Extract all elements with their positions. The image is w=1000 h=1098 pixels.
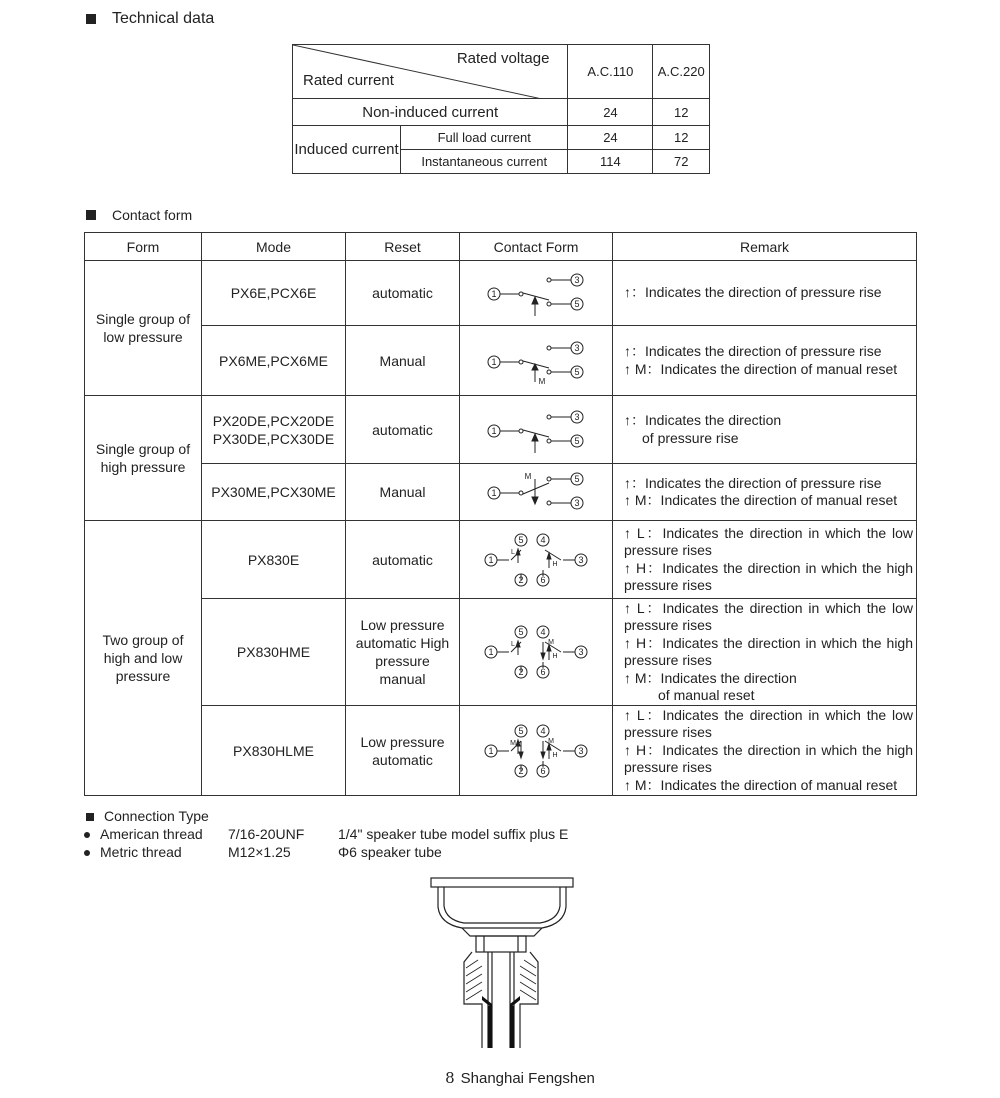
svg-text:1: 1 [491, 425, 497, 436]
svg-text:3: 3 [578, 554, 584, 565]
remark-cell: ↑：Indicates the direction of pressure rise ↑ M：Indicates the direction of manual reset [613, 326, 917, 396]
connection-type-heading: Connection Type [86, 808, 209, 824]
col-ac110: A.C.110 [568, 45, 653, 99]
svg-text:3: 3 [574, 275, 580, 285]
svg-text:5: 5 [518, 725, 524, 736]
reset-cell: automatic [346, 396, 460, 464]
fitting-illustration [428, 872, 578, 1048]
svg-text:5: 5 [574, 366, 580, 377]
svg-text:3: 3 [574, 342, 580, 353]
page-footer [0, 1069, 1000, 1087]
contact-diagram-cell [460, 396, 613, 464]
svg-text:H: H [552, 560, 558, 568]
connection-row: American thread 7/16-20UNF 1/4" speaker tube model suffix plus E [84, 826, 568, 842]
header-contact-form: Contact Form [460, 233, 613, 261]
switch-diagram-high-manual [481, 467, 591, 517]
remark-cell: ↑ L：Indicates the direction in which the low pressure rises ↑ H：Indicates the direction in which the high pressure rises ↑ M：Indicates the direction of manual reset [613, 706, 917, 796]
form-single-high: Single group of high pressure [85, 396, 202, 521]
svg-text:2: 2 [518, 574, 524, 585]
svg-text:M: M [548, 639, 554, 646]
technical-data-heading: Technical data [86, 10, 214, 28]
svg-text:3: 3 [578, 647, 584, 657]
mode-cell: PX830E [202, 521, 346, 599]
svg-text:H: H [552, 653, 558, 660]
dual-switch-diagram-both-manual [481, 721, 591, 781]
page-number: 8 [445, 1069, 455, 1087]
square-bullet-icon [86, 14, 96, 24]
contact-diagram-cell [460, 706, 613, 796]
svg-text:1: 1 [488, 745, 494, 756]
non-induced-v2: 12 [653, 99, 710, 126]
dual-switch-diagram-high-manual [481, 622, 591, 682]
switch-diagram-high [481, 405, 591, 455]
full-load-v1: 24 [568, 126, 653, 150]
svg-text:5: 5 [574, 299, 580, 309]
col-ac220: A.C.220 [653, 45, 710, 99]
company-name: Shanghai Fengshen [460, 1070, 595, 1087]
contact-diagram-cell [460, 464, 613, 521]
table-row [85, 706, 917, 796]
svg-text:L: L [511, 548, 515, 556]
instantaneous-label: Instantaneous current [401, 150, 568, 174]
svg-text:1: 1 [491, 289, 497, 299]
mode-cell: PX6ME,PCX6ME [202, 326, 346, 396]
rated-current-label: Rated current [303, 72, 394, 89]
remark-cell: ↑：Indicates the direction of pressure rise [613, 261, 917, 326]
svg-text:2: 2 [518, 667, 524, 677]
square-bullet-icon [86, 210, 96, 220]
contact-form-table [84, 232, 917, 796]
contact-diagram-cell [460, 261, 613, 326]
svg-text:6: 6 [540, 574, 546, 585]
table-row [85, 464, 917, 521]
table-row [85, 521, 917, 599]
svg-text:5: 5 [518, 534, 524, 545]
svg-text:M: M [548, 737, 554, 745]
mode-cell: PX20DE,PCX20DE PX30DE,PCX30DE [202, 396, 346, 464]
full-load-v2: 12 [653, 126, 710, 150]
round-bullet-icon [84, 850, 90, 856]
svg-text:5: 5 [574, 435, 580, 446]
svg-text:L: L [511, 641, 515, 648]
svg-text:1: 1 [488, 554, 494, 565]
svg-text:3: 3 [578, 745, 584, 756]
header-remark: Remark [613, 233, 917, 261]
contact-diagram-cell [460, 599, 613, 706]
svg-text:1: 1 [491, 488, 497, 498]
switch-diagram-spdt [481, 268, 591, 318]
mode-cell: PX30ME,PCX30ME [202, 464, 346, 521]
svg-text:M: M [524, 472, 532, 481]
svg-text:4: 4 [540, 534, 546, 545]
svg-text:5: 5 [574, 474, 580, 484]
svg-text:3: 3 [574, 498, 580, 508]
svg-text:M: M [538, 376, 546, 386]
instantaneous-v2: 72 [653, 150, 710, 174]
header-mode: Mode [202, 233, 346, 261]
table-row [85, 326, 917, 396]
square-bullet-icon [86, 813, 94, 821]
round-bullet-icon [84, 832, 90, 838]
non-induced-v1: 24 [568, 99, 653, 126]
form-two-group: Two group of high and low pressure [85, 521, 202, 796]
reset-cell: Manual [346, 326, 460, 396]
mode-cell: PX6E,PCX6E [202, 261, 346, 326]
reset-cell: Low pressure automatic [346, 706, 460, 796]
mode-cell: PX830HLME [202, 706, 346, 796]
contact-diagram-cell [460, 326, 613, 396]
svg-text:1: 1 [488, 647, 494, 657]
switch-diagram-spdt-manual [481, 336, 591, 386]
technical-data-table [292, 44, 710, 174]
header-form: Form [85, 233, 202, 261]
contact-diagram-cell [460, 521, 613, 599]
svg-text:4: 4 [540, 627, 546, 637]
full-load-label: Full load current [401, 126, 568, 150]
instantaneous-v1: 114 [568, 150, 653, 174]
table-row [85, 261, 917, 326]
svg-text:H: H [552, 751, 558, 759]
svg-text:2: 2 [518, 765, 524, 776]
svg-text:6: 6 [540, 765, 546, 776]
contact-form-heading: Contact form [86, 207, 192, 223]
form-single-low: Single group of low pressure [85, 261, 202, 396]
connection-row: Metric thread M12×1.25 Φ6 speaker tube [84, 844, 442, 860]
svg-text:M: M [510, 739, 516, 747]
induced-label: Induced current [293, 126, 401, 174]
remark-cell: ↑：Indicates the direction of pressure rise ↑ M：Indicates the direction of manual reset [613, 464, 917, 521]
rated-voltage-label: Rated voltage [456, 50, 550, 67]
table-row [85, 396, 917, 464]
header-diagonal-cell [293, 45, 568, 99]
reset-cell: automatic [346, 521, 460, 599]
header-reset: Reset [346, 233, 460, 261]
mode-cell: PX830HME [202, 599, 346, 706]
svg-text:5: 5 [518, 627, 524, 637]
svg-text:4: 4 [540, 725, 546, 736]
reset-cell: Low pressure automatic High pressure manual [346, 599, 460, 706]
reset-cell: automatic [346, 261, 460, 326]
svg-text:6: 6 [540, 667, 546, 677]
non-induced-label: Non-induced current [293, 99, 568, 126]
dual-switch-diagram [481, 530, 591, 590]
svg-text:3: 3 [574, 411, 580, 422]
remark-cell: ↑ L：Indicates the direction in which the low pressure rises ↑ H：Indicates the direction in which the high pressure rises ↑ M：Indicates the direction of manual reset [613, 599, 917, 706]
table-row [85, 599, 917, 706]
remark-cell: ↑ L：Indicates the direction in which the low pressure rises ↑ H：Indicates the direction in which the high pressure rises [613, 521, 917, 599]
reset-cell: Manual [346, 464, 460, 521]
remark-cell: ↑：Indicates the direction of pressure rise [613, 396, 917, 464]
svg-text:1: 1 [491, 356, 497, 367]
